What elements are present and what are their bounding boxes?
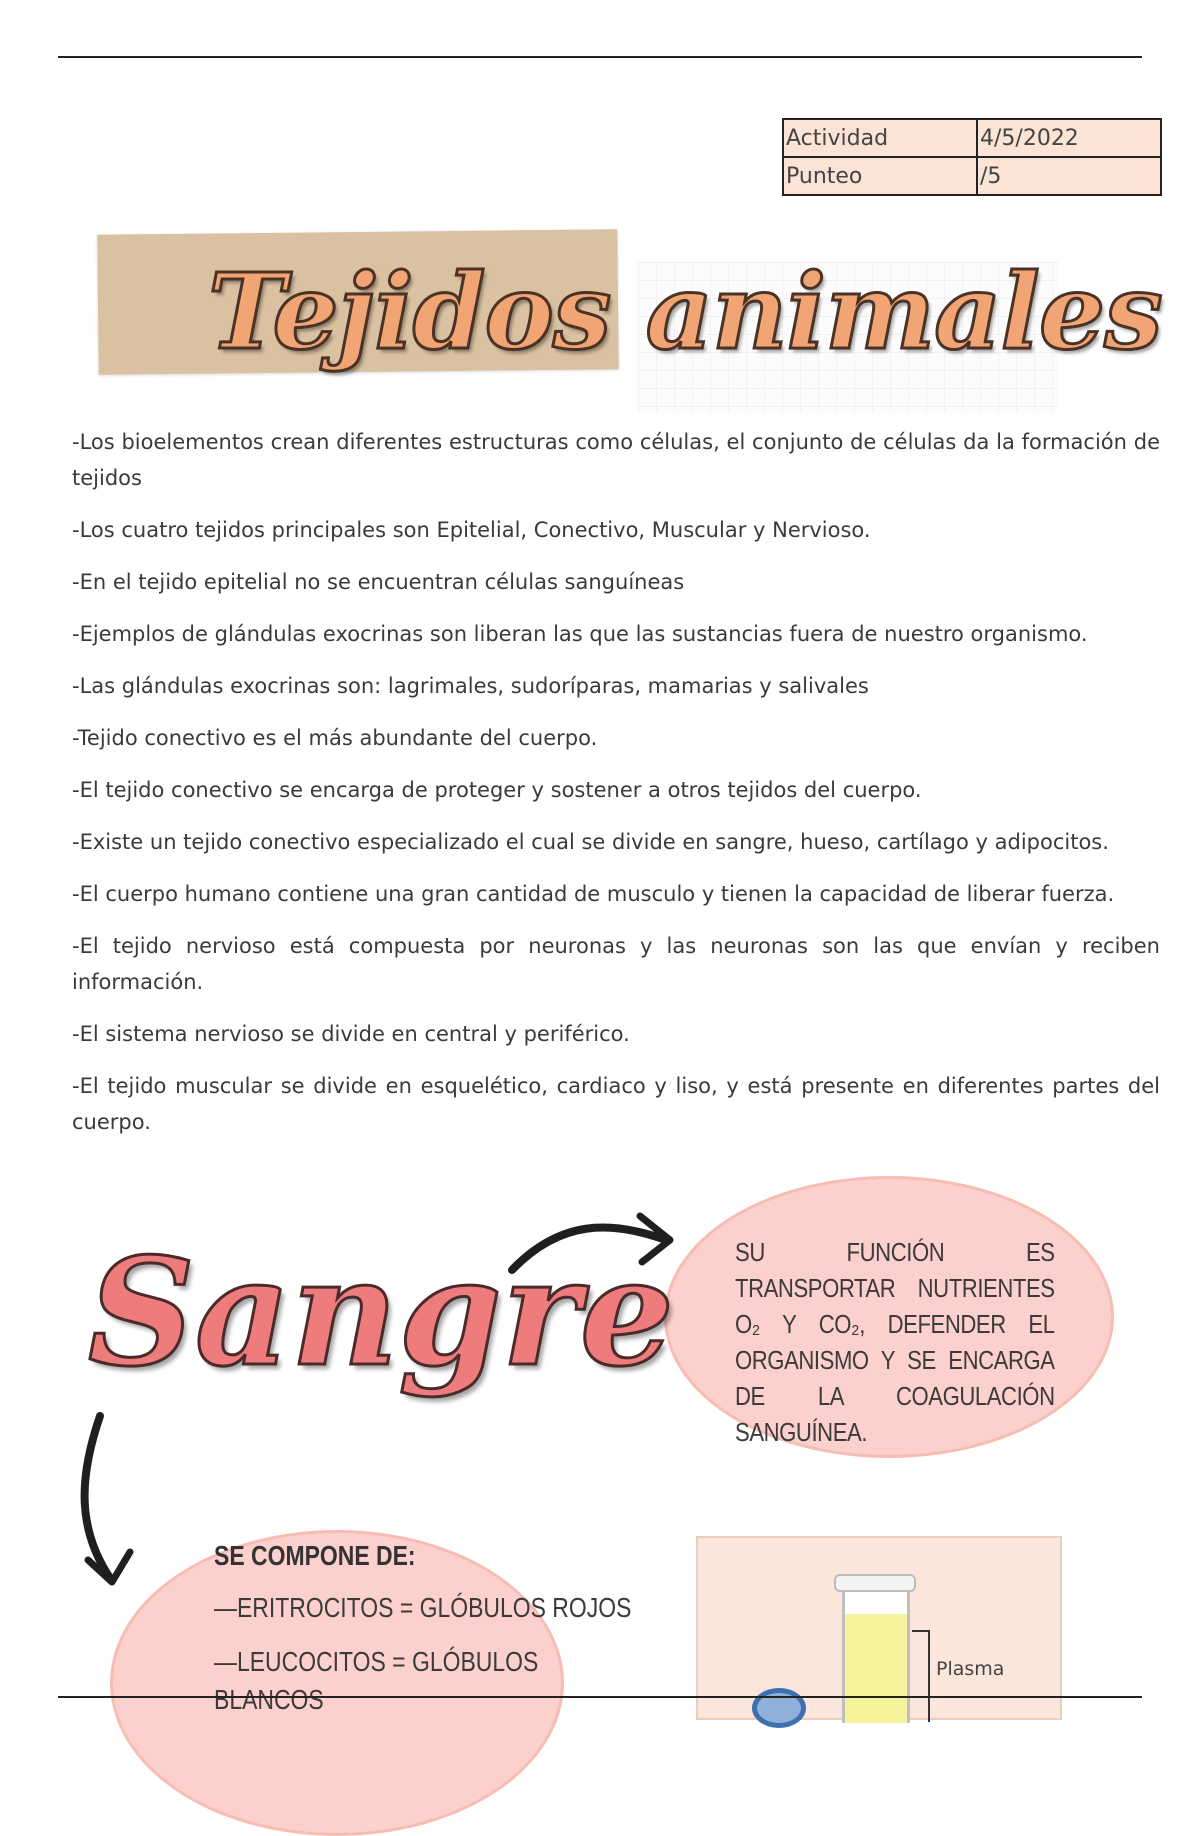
page-title: Tejidos animales (208, 250, 1162, 373)
note-item: -Tejido conectivo es el más abundante del cuerpo. (72, 726, 598, 750)
note-item: -Los cuatro tejidos principales son Epitelial, Conectivo, Muscular y Nervioso. (72, 518, 871, 542)
note-item: -El tejido conectivo se encarga de proteger y sostener a otros tejidos del cuerpo. (72, 778, 922, 802)
note-item: -El cuerpo humano contiene una gran cantidad de musculo y tienen la capacidad de liberar fuerza. (72, 882, 1115, 906)
blood-cell-icon (752, 1688, 806, 1728)
function-text: SU FUNCIÓN ES TRANSPORTAR NUTRIENTES O₂ Y CO₂, DEFENDER EL ORGANISMO Y SE ENCARGA DE LA COAGULACIÓN SANGUÍNEA. (735, 1237, 1055, 1447)
score-label: Punteo (783, 157, 977, 195)
note-item: -El tejido nervioso está compuesta por neuronas y las neuronas son las que envían y reciben información. (72, 934, 1160, 994)
activity-value: 4/5/2022 (977, 119, 1161, 157)
test-tube-rim-icon (834, 1574, 916, 1592)
composition-title: SE COMPONE DE: (214, 1540, 416, 1571)
arrow-right-icon (512, 1216, 670, 1270)
plasma-bracket-icon (912, 1630, 930, 1722)
sangre-heading: Sangre (88, 1225, 675, 1399)
composition-item: —LEUCOCITOS = GLÓBULOS (214, 1646, 539, 1677)
note-item: -Ejemplos de glándulas exocrinas son liberan las que las sustancias fuera de nuestro organismo. (72, 622, 1088, 646)
composition-item: —ERITROCITOS = GLÓBULOS ROJOS (214, 1592, 632, 1623)
note-item: -Los bioelementos crean diferentes estructuras como células, el conjunto de células da la formación de tejidos (72, 430, 1160, 490)
note-item: -El sistema nervioso se divide en central y periférico. (72, 1022, 630, 1046)
note-item: -Las glándulas exocrinas son: lagrimales, sudoríparas, mamarias y salivales (72, 674, 869, 698)
note-item: -Existe un tejido conectivo especializado el cual se divide en sangre, hueso, cartílago y adipocitos. (72, 830, 1109, 854)
activity-label: Actividad (783, 119, 977, 157)
note-item: -En el tejido epitelial no se encuentran células sanguíneas (72, 570, 685, 594)
arrow-down-icon (85, 1416, 130, 1582)
composition-bubble (110, 1530, 564, 1836)
score-value: /5 (977, 157, 1161, 195)
plasma-label: Plasma (936, 1658, 1005, 1680)
test-tube-icon (842, 1580, 910, 1723)
note-item: -El tejido muscular se divide en esquelético, cardiaco y liso, y está presente en diferentes partes del cuerpo. (72, 1074, 1160, 1134)
composition-item: BLANCOS (214, 1684, 324, 1715)
bottom-rule (58, 1696, 1142, 1698)
